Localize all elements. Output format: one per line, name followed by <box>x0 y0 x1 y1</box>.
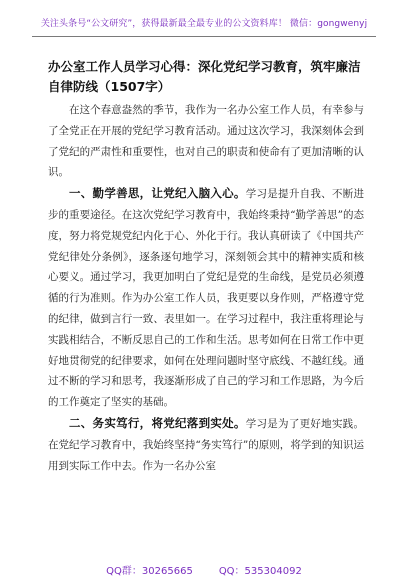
header-note: 关注头条号“公文研究”，获得最新最全最专业的公文资料库！ 微信：gongwenyj <box>40 19 368 29</box>
document-title: 办公室工作人员学习心得：深化党纪学习教育，筑牢廉洁自律防线（1507字） <box>48 59 361 94</box>
section-heading: 一、勤学善思，让党纪入脑入心。 <box>69 186 246 201</box>
footer-contacts <box>0 562 408 577</box>
footer-qq: QQ：535304092 <box>218 566 302 577</box>
paragraph-text: 在这个春意盎然的季节，我作为一名办公室工作人员，有幸参与了全党正在开展的党纪学习教育活动。通过这次学习，我深刻体会到了党纪的严肃性和重要性，也对自己的职责和使命有了更加清晰的认识。 <box>48 104 364 179</box>
paragraph-section-1 <box>48 183 364 413</box>
paragraph-text: 学习是为了更好地实践。在党纪学习教育中，我始终坚持“务实笃行”的原则，将学到的知识运用到实际工作中去。作为一名办公室 <box>48 417 365 472</box>
document-body <box>48 100 364 476</box>
paragraph-section-2 <box>48 413 364 476</box>
footer-qq-group: QQ群：30265665 <box>106 566 193 577</box>
paragraph-intro <box>48 100 364 183</box>
header-divider <box>32 36 376 37</box>
paragraph-text: 学习是提升自我、不断进步的重要途径。在这次党纪学习教育中，我始终秉持“勤学善思”的态度，努力将党规党纪内化于心、外化于行。我认真研读了《中国共产党纪律处分条例》，逐条逐句地学习，深刻领会其中的精神实质和核心要义。通过学习，我更加明白了党纪是党的生命线，是党员必须遵循的行为准则。作为办公室工作人员，我更要以身作则，严格遵守党的纪律，做到言行一致、表里如一。在学习过程中，我注重将理论与实践相结合，不断反思自己的工作和生活。思考如何在日常工作中更好地贯彻党的纪律要求，如何在处理问题时坚守底线、不越红线。通过不断的学习和思考，我逐渐形成了自己的学习和工作思路，为今后的工作奠定了坚实的基础。 <box>48 188 365 409</box>
section-heading: 二、务实笃行，将党纪落到实处。 <box>69 415 246 430</box>
